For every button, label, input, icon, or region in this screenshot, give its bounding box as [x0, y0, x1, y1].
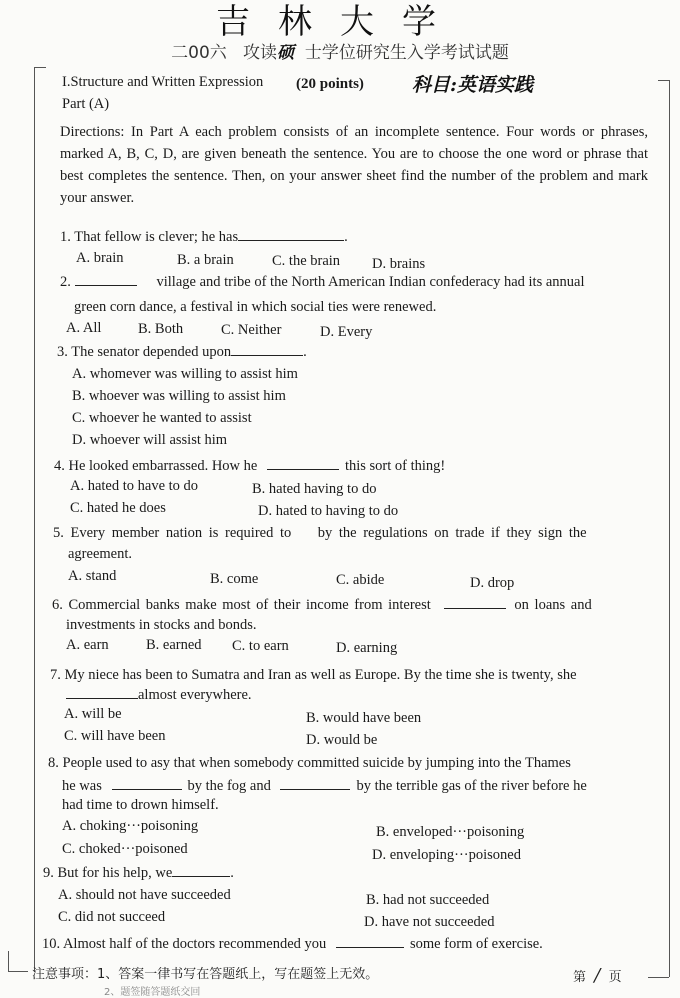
question-9: 9. But for his help, we .	[43, 865, 234, 881]
answer-blank	[336, 935, 404, 948]
q6-option-d: D. earning	[336, 640, 398, 656]
q8-option-c: C. choked···poisoned	[62, 841, 188, 857]
question-6: 6. Commercial banks make most of their income from interest on loans and	[52, 597, 592, 613]
question-8: 8. People used to asy that when somebody committed suicide by jumping into the Thames	[48, 755, 571, 771]
q1-option-c: C. the brain	[272, 253, 341, 269]
q4-option-a: A. hated to have to do	[70, 478, 199, 494]
q3-option-b: B. whoever was willing to assist him	[72, 388, 286, 404]
answer-blank	[267, 457, 339, 470]
q4-option-d: D. hated to having to do	[258, 503, 399, 519]
frame-corner-bottom-left-vertical	[8, 951, 9, 971]
q6-option-a: A. earn	[66, 637, 109, 653]
q6-option-c: C. to earn	[232, 638, 289, 654]
section-points: (20 points)	[296, 76, 364, 92]
q8-option-d: D. enveloping···poisoned	[372, 847, 521, 863]
q4-option-b: B. hated having to do	[252, 481, 377, 497]
part-label: Part (A)	[62, 96, 110, 112]
question-7: 7. My niece has been to Sumatra and Iran as well as Europe. By the time she is twenty, she	[50, 667, 577, 683]
question-2: 2. village and tribe of the North American Indian confederacy had its annual	[60, 274, 585, 290]
frame-corner-bottom-right	[648, 977, 669, 978]
q2-option-d: D. Every	[320, 324, 373, 340]
frame-corner-bottom-left	[8, 971, 28, 972]
q8-line-3: had time to drown himself.	[62, 797, 219, 813]
question-3: 3. The senator depended upon .	[57, 344, 307, 360]
answer-blank	[112, 777, 182, 790]
answer-blank	[231, 343, 303, 356]
q1-option-d: D. brains	[372, 256, 426, 272]
q5-option-a: A. stand	[68, 568, 117, 584]
q8-line-2: he was by the fog and by the terrible gas of the river before he	[62, 778, 587, 794]
answer-blank	[66, 686, 138, 699]
q9-option-c: C. did not succeed	[58, 909, 166, 925]
q1-option-b: B. a brain	[177, 252, 234, 268]
q8-option-a: A. choking···poisoning	[62, 818, 199, 834]
q5-option-b: B. come	[210, 571, 259, 587]
footer-notice: 注意事项：1、答案一律书写在答题纸上，写在题签上无效。	[32, 967, 379, 982]
q5-line-2: agreement.	[68, 546, 133, 562]
exam-suffix: 士学位研究生入学考试试题	[304, 43, 509, 63]
directions: Directions: In Part A each problem consists of an incomplete sentence. Four words or phrases, marked A, B, C, D, are given beneath the sentence. You are to choose the one word or phrase that best completes the sentence. Then, on your answer sheet find the number of the problem and mark your answer.	[60, 124, 648, 206]
section-title: I.Structure and Written Expression	[62, 74, 264, 90]
q2-line-2: green corn dance, a festival in which social ties were renewed.	[74, 299, 437, 315]
question-1: 1. That fellow is clever; he has .	[60, 229, 348, 245]
q7-option-c: C. will have been	[64, 728, 166, 744]
frame-left-border	[34, 67, 36, 972]
question-5: 5. Every member nation is required to by the regulations on trade if they sign the	[53, 525, 587, 541]
frame-corner-top-right	[658, 80, 669, 81]
q2-option-c: C. Neither	[221, 322, 282, 338]
q3-option-a: A. whomever was willing to assist him	[72, 366, 298, 382]
q9-option-b: B. had not succeeded	[366, 892, 490, 908]
q8-option-b: B. enveloped···poisoning	[376, 824, 525, 840]
q7-option-b: B. would have been	[306, 710, 422, 726]
q2-option-a: A. All	[66, 320, 102, 336]
q7-option-a: A. will be	[64, 706, 122, 722]
answer-blank	[238, 228, 344, 241]
answer-blank	[280, 777, 350, 790]
university-name: 吉林大学	[216, 2, 464, 42]
question-4: 4. He looked embarrassed. How he this sort of thing!	[54, 458, 446, 474]
handwritten-subject: 科目:英语实践	[412, 74, 534, 96]
exam-year: 二00六	[171, 43, 227, 63]
page-number: 第 / 页	[573, 965, 622, 986]
answer-blank	[75, 273, 137, 286]
q4-option-c: C. hated he does	[70, 500, 166, 516]
q9-option-d: D. have not succeeded	[364, 914, 495, 930]
q7-option-d: D. would be	[306, 732, 378, 748]
q7-line-2: almost everywhere.	[66, 686, 252, 704]
answer-blank	[172, 864, 230, 877]
handwritten-degree: 硕	[277, 43, 295, 63]
q5-option-d: D. drop	[470, 575, 515, 591]
q6-line-2: investments in stocks and bonds.	[66, 617, 257, 633]
q2-option-b: B. Both	[138, 321, 184, 337]
footer-notice-2: 2、题签随答题纸交回	[104, 987, 201, 998]
q9-option-a: A. should not have succeeded	[58, 887, 231, 903]
q3-option-d: D. whoever will assist him	[72, 432, 228, 448]
q3-option-c: C. whoever he wanted to assist	[72, 410, 252, 426]
exam-prefix: 攻读	[243, 43, 278, 63]
exam-subtitle	[0, 38, 680, 63]
q6-option-b: B. earned	[146, 637, 202, 653]
frame-right-border	[669, 80, 670, 977]
q1-option-a: A. brain	[76, 250, 124, 266]
answer-blank	[444, 596, 506, 609]
question-10: 10. Almost half of the doctors recommended you some form of exercise.	[42, 936, 543, 952]
q5-option-c: C. abide	[336, 572, 385, 588]
